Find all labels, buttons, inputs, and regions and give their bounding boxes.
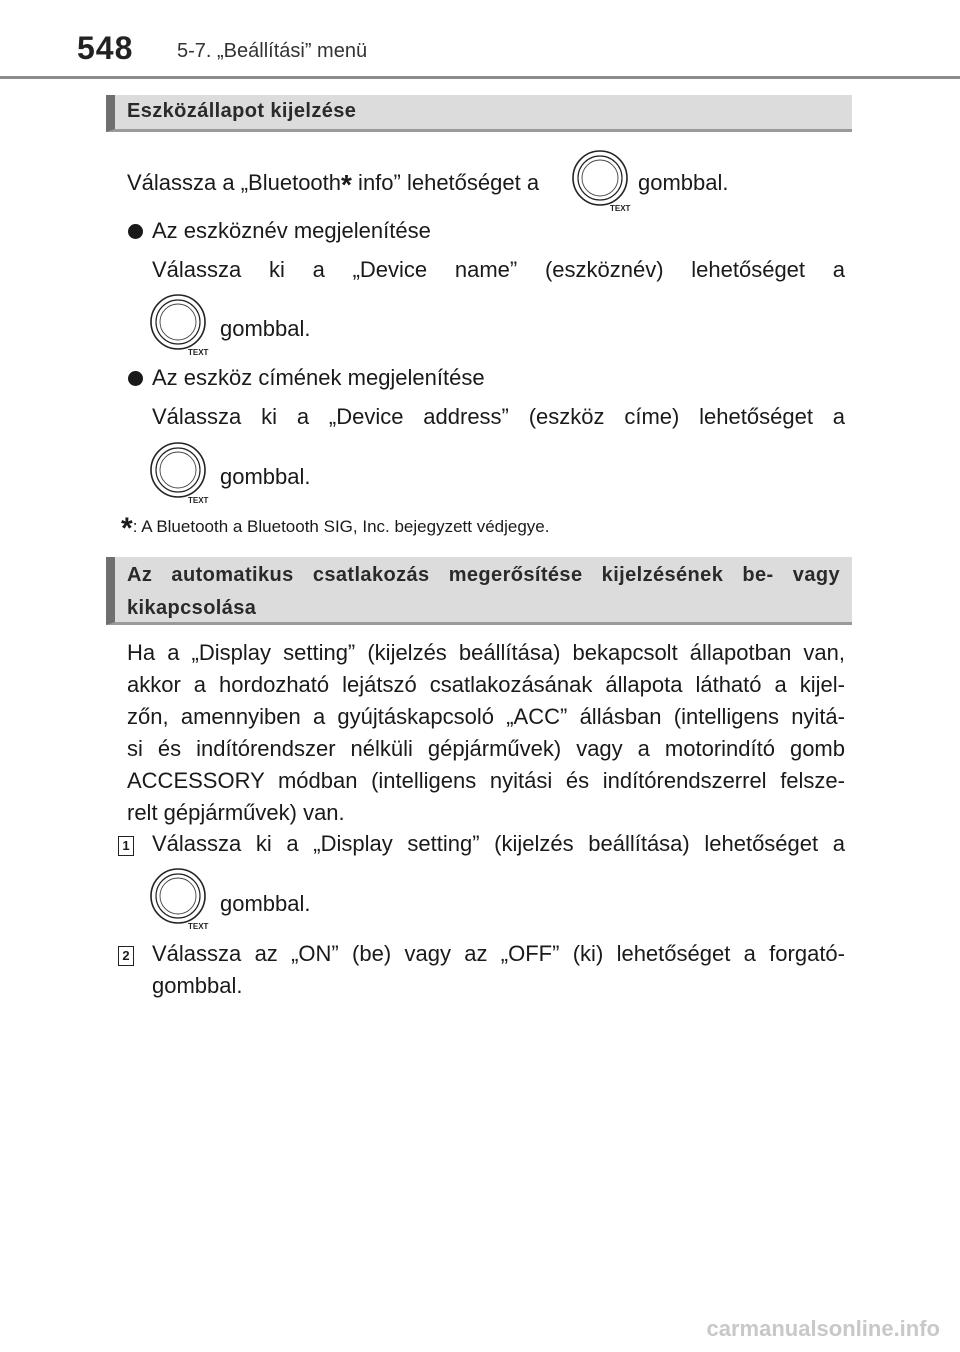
- svg-text:TEXT: TEXT: [188, 496, 209, 505]
- item1-heading: Az eszköznév megjelenítése: [152, 218, 431, 243]
- step2-line-2: gombbal.: [152, 973, 243, 998]
- page-number: 548: [77, 30, 134, 66]
- para-line-6: relt gépjárművek) van.: [127, 800, 345, 825]
- item2-heading: Az eszköz címének megjelenítése: [152, 365, 485, 390]
- para-line-1: Ha a „Display setting” (kijelzés beállítása) bekapcsolt állapotban van,: [127, 640, 845, 665]
- para-line-4: si és indítórendszer nélküli gépjárművek) vagy a motorindító gomb: [127, 736, 845, 761]
- intro-after: info” lehetőséget a: [351, 170, 540, 195]
- section-heading-device-status: Eszközállapot kijelzése: [106, 95, 852, 132]
- svg-text:TEXT: TEXT: [188, 348, 209, 357]
- intro-end: gombbal.: [638, 170, 729, 195]
- tune-knob-icon: [568, 148, 636, 216]
- step-number-1: 1: [118, 836, 134, 856]
- page-header: [0, 0, 960, 78]
- para-line-3: zőn, amennyiben a gyújtáskapcsoló „ACC” állásban (intelligens nyitá-: [127, 704, 845, 729]
- intro-text: [127, 168, 539, 198]
- tune-knob-icon: [146, 292, 214, 360]
- para-line-5: ACCESSORY módban (intelligens nyitási és indítórendszerrel felsze-: [127, 768, 845, 793]
- svg-text:TEXT: TEXT: [188, 922, 209, 931]
- step1-end: gombbal.: [220, 891, 311, 916]
- footnote: [121, 512, 549, 544]
- para-line-2: akkor a hordozható lejátszó csatlakozásának állapota látható a kijel-: [127, 672, 845, 697]
- asterisk: *: [341, 169, 352, 200]
- section2-title: Az automatikus csatlakozás megerősítése kijelzésének be- vagy kikapcsolása: [127, 564, 840, 619]
- bullet: [128, 224, 143, 239]
- intro-before: Válassza a „Bluetooth: [127, 170, 342, 195]
- item2-end: gombbal.: [220, 464, 311, 489]
- item1-end: gombbal.: [220, 316, 311, 341]
- step1-text: Válassza ki a „Display setting” (kijelzés beállítása) lehetőséget a: [152, 831, 845, 856]
- section-title: 5-7. „Beállítási” menü: [177, 40, 368, 62]
- header-rule: [0, 76, 960, 79]
- svg-text:TEXT: TEXT: [610, 204, 631, 213]
- tune-knob-icon: [146, 866, 214, 934]
- item2-text: Válassza ki a „Device address” (eszköz címe) lehetőséget a: [152, 404, 845, 429]
- step2-line-1: Válassza az „ON” (be) vagy az „OFF” (ki) lehetőséget a forgató-: [152, 941, 845, 966]
- step-number-2: 2: [118, 946, 134, 966]
- bullet: [128, 371, 143, 386]
- footnote-asterisk: *: [121, 512, 133, 545]
- footnote-text: : A Bluetooth a Bluetooth SIG, Inc. bejegyzett védjegye.: [132, 517, 550, 536]
- section-heading-auto-connect: [106, 557, 852, 625]
- tune-knob-icon: [146, 440, 214, 508]
- watermark: carmanualsonline.info: [706, 1316, 940, 1341]
- item1-text: Válassza ki a „Device name” (eszköznév) lehetőséget a: [152, 257, 845, 282]
